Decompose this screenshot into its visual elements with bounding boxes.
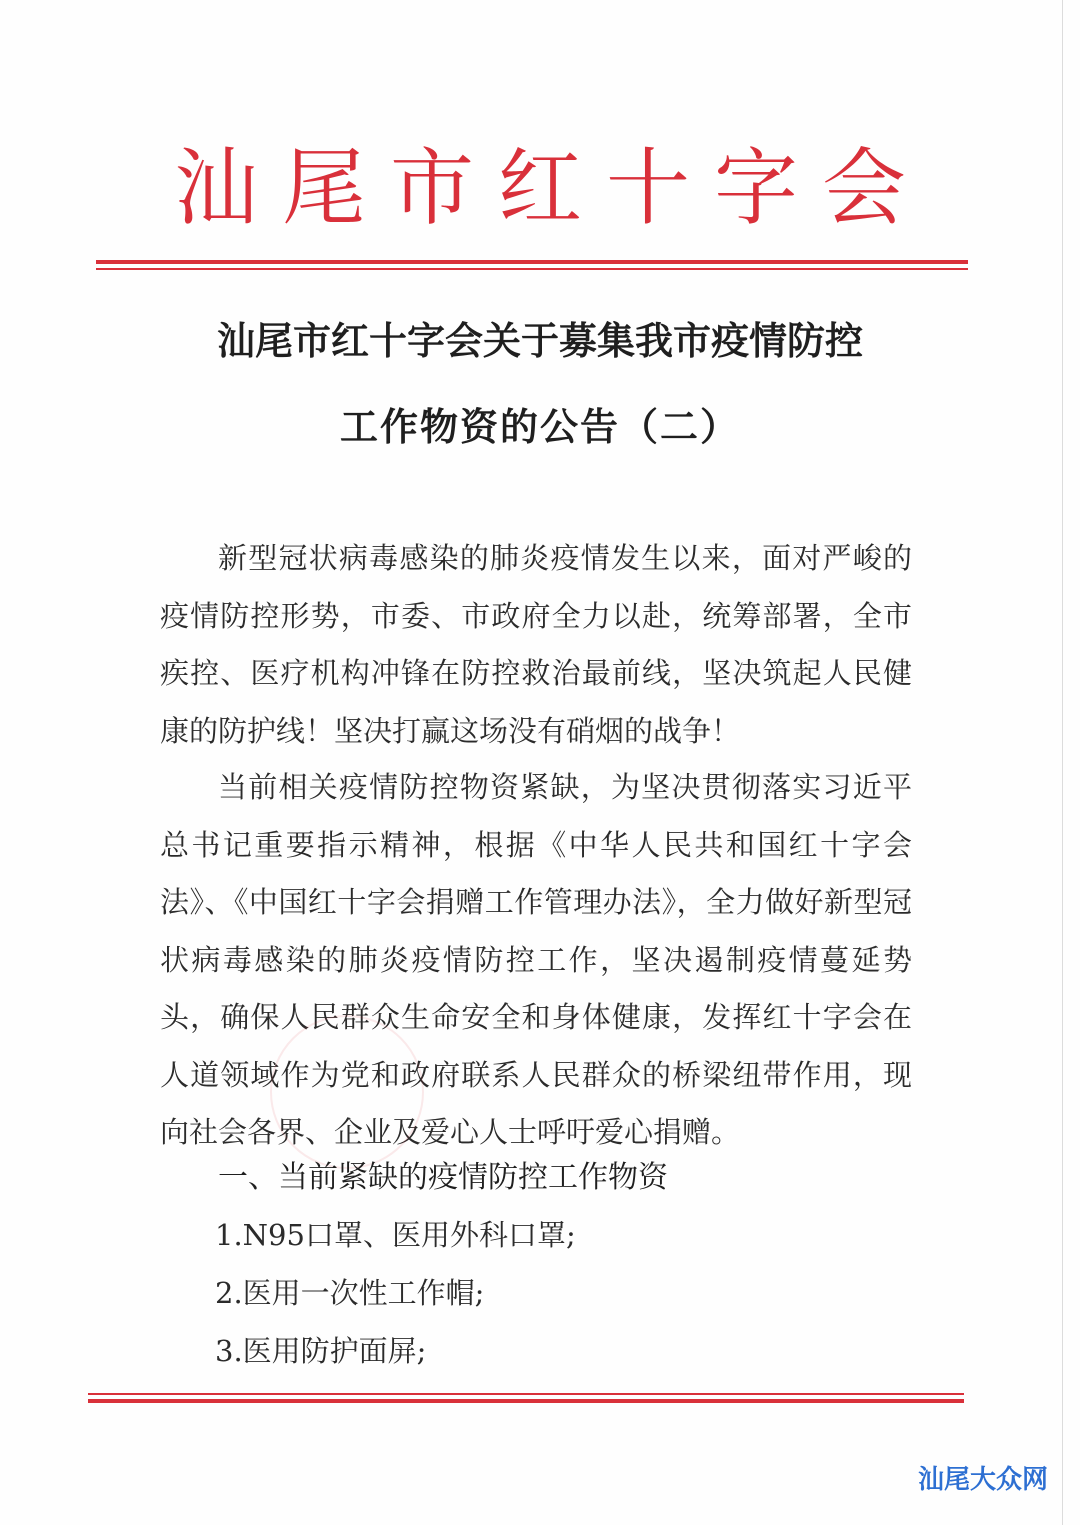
- divider-thick-line: [88, 1399, 964, 1403]
- list-item: 1.N95口罩、医用外科口罩;: [215, 1218, 576, 1252]
- divider-thin-line: [88, 1393, 964, 1395]
- document-title-line-2: 工作物资的公告（二）: [339, 405, 740, 449]
- document-title-line-1: 汕尾市红十字会关于募集我市疫情防控: [216, 319, 863, 363]
- body-paragraph-2: 当前相关疫情防控物资紧缺，为坚决贯彻落实习近平总书记重要指示精神，根据《中华人民共和国红十字会法》、《中国红十字会捐赠工作管理办法》，全力做好新型冠状病毒感染的肺炎疫情防控工作，坚决遏制疫情蔓延势头，确保人民群众生命安全和身体健康，发挥红十字会在人道领域作为党和政府联系人民群众的桥梁纽带作用，现向社会各界、企业及爱心人士呼吁爱心捐赠。: [160, 770, 912, 1149]
- body-paragraph-1: 新型冠状病毒感染的肺炎疫情发生以来，面对严峻的疫情防控形势，市委、市政府全力以赴，统筹部署，全市疾控、医疗机构冲锋在防控救治最前线，坚决筑起人民健康的防护线！坚决打赢这场没有硝烟的战争！: [160, 541, 912, 748]
- source-watermark: 汕尾大众网: [918, 1465, 1049, 1495]
- footer-divider: [88, 1393, 964, 1403]
- section-heading: 一、当前紧缺的疫情防控工作物资: [218, 1160, 668, 1195]
- list-item: 2.医用一次性工作帽;: [215, 1276, 485, 1310]
- list-item: 3.医用防护面屏;: [215, 1334, 427, 1368]
- divider-thin-line: [96, 268, 968, 270]
- divider-thick-line: [96, 260, 968, 264]
- letterhead-organization: 汕尾市红十字会: [173, 139, 930, 237]
- letterhead-divider: [96, 260, 968, 270]
